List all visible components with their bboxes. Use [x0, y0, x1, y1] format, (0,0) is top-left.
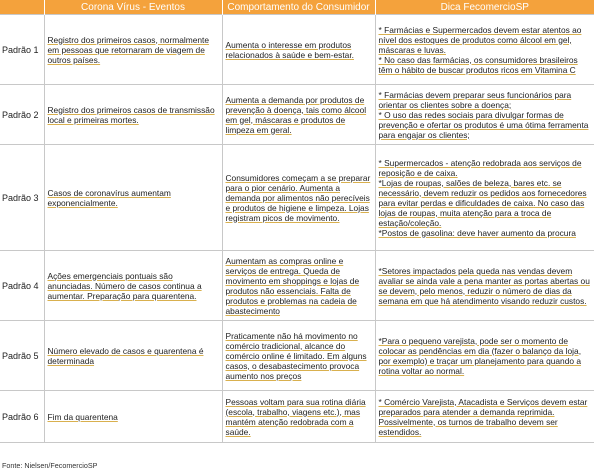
source-note: Fonte: Nielsen/FecomercioSP [2, 461, 98, 470]
pattern-label: Padrão 3 [0, 145, 44, 251]
behavior-cell: Aumenta o interesse em produtos relacionados à saúde e bem-estar. [222, 15, 375, 85]
behavior-cell: Aumentam as compras online e serviços de entrega. Queda de movimento em shoppings e lojas de produtos não essenciais. Falta de produtos e problemas na cadeia de abastecimento [222, 251, 375, 321]
behavior-cell: Aumenta a demanda por produtos de prevenção à doença, tais como álcool em gel, máscaras e produtos de limpeza em geral. [222, 85, 375, 145]
event-cell: Registro dos primeiros casos de transmissão local e primeiras mortes. [44, 85, 222, 145]
table-row [0, 251, 594, 321]
table-row [0, 391, 594, 443]
table-row [0, 85, 594, 145]
tip-cell: * Comércio Varejista, Atacadista e Serviços devem estar preparados para atender a demanda reprimida. Possivelmente, os turnos de trabalho devem ser estendidos. [375, 391, 594, 443]
table-row [0, 145, 594, 251]
event-cell: Fim da quarentena [44, 391, 222, 443]
event-cell: Ações emergenciais pontuais são anunciadas. Número de casos continua a aumentar. Preparação para quarentena. [44, 251, 222, 321]
tip-cell: * Farmácias e Supermercados devem estar atentos ao nível dos estoques de produtos como álcool em gel, máscaras e luvas. * No caso das farmácias, os consumidores brasileiros têm o hábito de buscar produtos ricos em Vitamina C [375, 15, 594, 85]
table-row [0, 321, 594, 391]
tip-cell: *Para o pequeno varejista, pode ser o momento de colocar as pendências em dia (fazer o balanço da loja, por exemplo) e traçar um planejamento para quando a rotina voltar ao normal. [375, 321, 594, 391]
behavior-cell: Praticamente não há movimento no comércio tradicional, alcance do comércio online é limitado. Em alguns casos, o desabastecimento provoca aumento nos preços [222, 321, 375, 391]
header-events: Corona Vírus - Eventos [44, 0, 222, 15]
behavior-cell: Consumidores começam a se preparar para o pior cenário. Aumenta a demanda por alimentos não perecíveis e produtos de higiene e limpeza. Lojas registram picos de movimento. [222, 145, 375, 251]
tip-cell: *Setores impactados pela queda nas vendas devem avaliar se ainda vale a pena manter as portas abertas ou se devem, pelo menos, reduzir o número de dias da semana em que há atendimento visando reduzir custos. [375, 251, 594, 321]
header-pattern [0, 0, 44, 15]
event-cell: Registro dos primeiros casos, normalmente em pessoas que retornaram de viagem de outros países. [44, 15, 222, 85]
table-header-row [0, 0, 594, 15]
event-cell: Número elevado de casos e quarentena é determinada [44, 321, 222, 391]
pattern-label: Padrão 2 [0, 85, 44, 145]
pattern-label: Padrão 1 [0, 15, 44, 85]
header-consumer-behavior: Comportamento do Consumidor [222, 0, 375, 15]
header-tip: Dica FecomercioSP [375, 0, 594, 15]
behavior-cell: Pessoas voltam para sua rotina diária (escola, trabalho, viagens etc.), mas mantém atenção redobrada com a saúde. [222, 391, 375, 443]
pattern-label: Padrão 6 [0, 391, 44, 443]
tip-cell: * Supermercados - atenção redobrada aos serviços de reposição e de caixa. *Lojas de roupas, salões de beleza, bares etc. se necessário, devem reduzir os pedidos aos fornecedores para evitar perdas e dificuldades de caixa. No caso das lojas de roupas, muita atenção para a troca de estação/coleção. *Postos de gasolina: deve haver aumento da procura [375, 145, 594, 251]
pattern-label: Padrão 5 [0, 321, 44, 391]
event-cell: Casos de coronavírus aumentam exponencialmente. [44, 145, 222, 251]
table-row [0, 15, 594, 85]
tip-cell: * Farmácias devem preparar seus funcionários para orientar os clientes sobre a doença; * O uso das redes sociais para divulgar formas de prevenção e ofertar os produtos é uma ótima ferramenta para engajar os clientes; [375, 85, 594, 145]
pattern-label: Padrão 4 [0, 251, 44, 321]
